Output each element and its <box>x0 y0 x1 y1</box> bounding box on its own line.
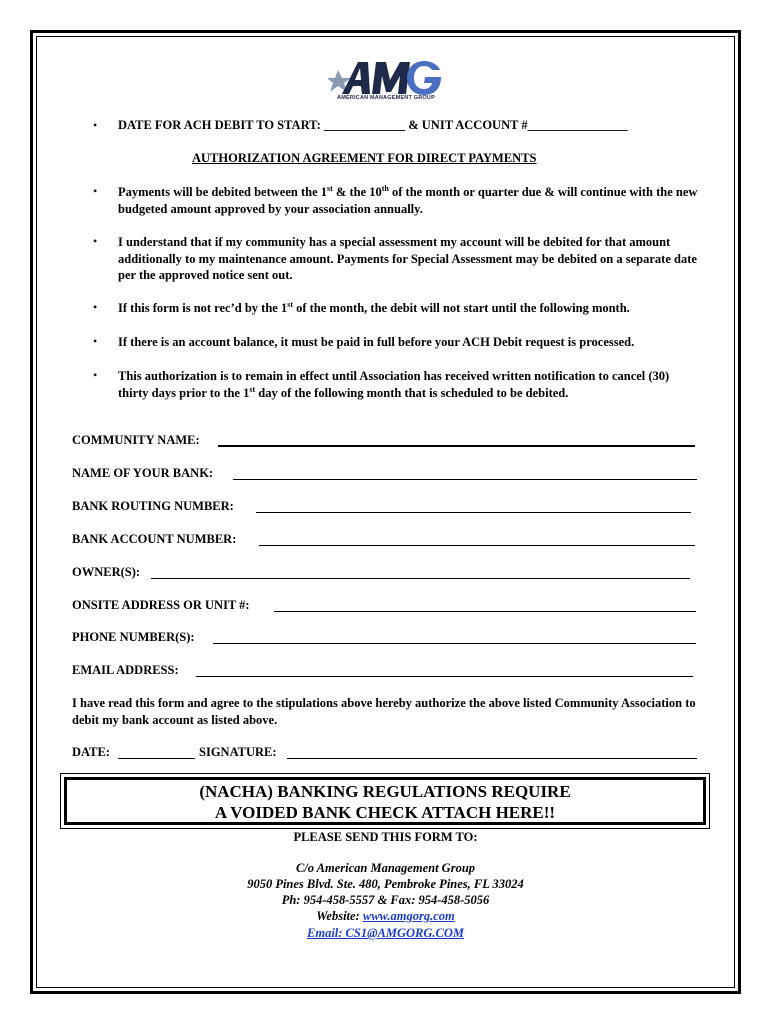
bullet-form-deadline: If this form is not rec’d by the 1st of the month, the debit will not start until the following month. <box>118 299 630 315</box>
phone-number-field[interactable] <box>213 643 696 644</box>
signature-label: SIGNATURE: <box>199 745 277 759</box>
bullet-icon: • <box>93 300 98 314</box>
email-address-field[interactable] <box>196 676 693 677</box>
bullet-icon: • <box>93 334 98 348</box>
contact-address: 9050 Pines Blvd. Ste. 480, Pembroke Pines, FL 33024 <box>247 877 524 891</box>
bullet-icon: • <box>93 368 98 382</box>
community-name-label: COMMUNITY NAME: <box>72 433 200 447</box>
nacha-line-2: A VOIDED BANK CHECK ATTACH HERE!! <box>214 803 556 822</box>
account-number-field[interactable] <box>259 545 695 546</box>
owners-label: OWNER(S): <box>72 565 141 579</box>
account-number-label: BANK ACCOUNT NUMBER: <box>72 532 237 546</box>
onsite-address-field[interactable] <box>274 611 696 612</box>
agreement-statement: I have read this form and agree to the stipulations above hereby authorize the above listed Community Association to debit my bank account as listed above. <box>72 696 696 727</box>
nacha-notice <box>64 781 706 823</box>
onsite-address-label: ONSITE ADDRESS OR UNIT #: <box>72 598 250 612</box>
bullet-authorization-term: This authorization is to remain in effect until Association has received written notification to cancel (30) thirty days prior to the 1st day of the following month that is scheduled to be debited. <box>118 369 670 400</box>
bullet-special-assessment: I understand that if my community has a special assessment my account will be debited for that amount additionally to my maintenance amount. Payments for Special Assessment may be debited on a separate date per the approved notice sent out. <box>118 235 697 282</box>
send-to-heading: PLEASE SEND THIS FORM TO: <box>293 830 478 844</box>
website-label: Website: <box>316 909 363 923</box>
bank-name-label: NAME OF YOUR BANK: <box>72 466 214 480</box>
logo-caption: AMERICAN MANAGEMENT GROUP <box>337 95 435 101</box>
routing-number-field[interactable] <box>256 512 691 513</box>
nacha-line-1: (NACHA) BANKING REGULATIONS REQUIRE <box>199 782 571 801</box>
bullet-account-balance: If there is an account balance, it must be paid in full before your ACH Debit request is processed. <box>118 335 635 349</box>
date-label: DATE: <box>72 745 110 759</box>
contact-phone-fax: Ph: 954-458-5557 & Fax: 954-458-5056 <box>281 893 490 907</box>
contact-website <box>36 909 735 924</box>
bullet-payments-schedule: Payments will be debited between the 1st & the 10th of the month or quarter due & will continue with the new budgeted amount approved by your association annually. <box>118 183 698 216</box>
contact-company: C/o American Management Group <box>295 861 476 875</box>
logo-letter-g <box>407 61 441 95</box>
email-link[interactable]: Email: CS1@AMGORG.COM <box>307 926 464 940</box>
signature-field[interactable] <box>287 758 697 759</box>
form-title: AUTHORIZATION AGREEMENT FOR DIRECT PAYMENTS <box>192 151 537 165</box>
logo-letter-m <box>372 62 410 94</box>
bullet-icon: • <box>93 184 98 198</box>
contact-email <box>36 926 735 941</box>
community-name-field[interactable] <box>218 445 695 447</box>
date-field[interactable] <box>118 758 195 759</box>
website-link[interactable]: www.amgorg.com <box>362 909 455 923</box>
bullet-icon: • <box>93 234 98 248</box>
bank-name-field[interactable] <box>233 479 697 480</box>
phone-number-label: PHONE NUMBER(S): <box>72 630 195 644</box>
routing-number-label: BANK ROUTING NUMBER: <box>72 499 234 513</box>
owners-field[interactable] <box>151 578 690 579</box>
bullet-icon: • <box>93 118 98 132</box>
ach-start-date-line: DATE FOR ACH DEBIT TO START: _____________ & UNIT ACCOUNT #________________ <box>118 118 628 132</box>
email-address-label: EMAIL ADDRESS: <box>72 663 179 677</box>
